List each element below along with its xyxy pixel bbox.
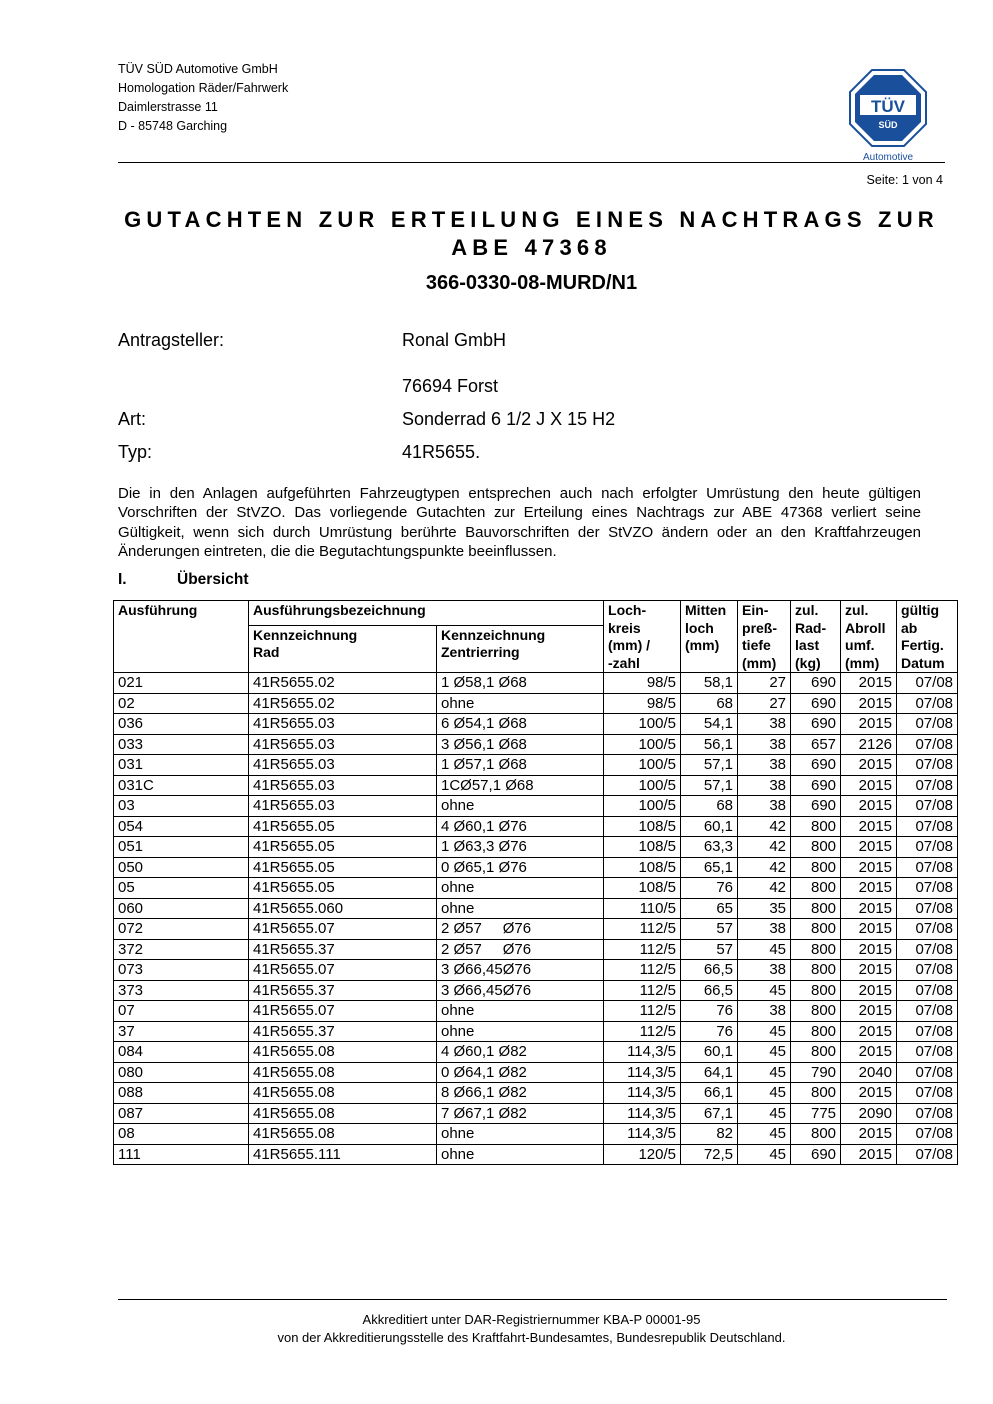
title-line-2: ABE 47368 (451, 235, 612, 260)
cell-einpresstiefe: 45 (738, 1124, 791, 1145)
cell-kennzeichnung-zentrierring: ohne (437, 1124, 604, 1145)
cell-lochkreis: 114,3/5 (604, 1124, 681, 1145)
cell-kennzeichnung-rad: 41R5655.08 (249, 1103, 437, 1124)
typ-label: Typ: (118, 442, 153, 462)
cell-einpresstiefe: 38 (738, 960, 791, 981)
cell-radlast: 800 (791, 919, 841, 940)
footer-divider (118, 1299, 947, 1300)
cell-mittenloch: 68 (681, 693, 738, 714)
cell-kennzeichnung-zentrierring: 8 Ø66,1 Ø82 (437, 1083, 604, 1104)
cell-einpresstiefe: 45 (738, 980, 791, 1001)
cell-gueltig-ab: 07/08 (897, 1144, 958, 1165)
cell-einpresstiefe: 42 (738, 878, 791, 899)
cell-radlast: 800 (791, 898, 841, 919)
table-row (114, 960, 958, 981)
table-row (114, 1144, 958, 1165)
cell-einpresstiefe: 38 (738, 919, 791, 940)
cell-einpresstiefe: 45 (738, 1103, 791, 1124)
table-header-row (114, 601, 958, 626)
table-row (114, 693, 958, 714)
table-row (114, 775, 958, 796)
logo-caption-text: Automotive (862, 152, 914, 163)
cell-lochkreis: 120/5 (604, 1144, 681, 1165)
cell-einpresstiefe: 42 (738, 857, 791, 878)
cell-abrollumfang: 2015 (841, 775, 897, 796)
cell-lochkreis: 112/5 (604, 939, 681, 960)
cell-gueltig-ab: 07/08 (897, 837, 958, 858)
cell-ausfuehrung: 08 (114, 1124, 249, 1145)
cell-einpresstiefe: 38 (738, 1001, 791, 1022)
cell-kennzeichnung-zentrierring: 1CØ57,1 Ø68 (437, 775, 604, 796)
cell-kennzeichnung-zentrierring: 3 Ø56,1 Ø68 (437, 734, 604, 755)
cell-radlast: 800 (791, 1001, 841, 1022)
cell-kennzeichnung-rad: 41R5655.03 (249, 714, 437, 735)
cell-mittenloch: 57,1 (681, 775, 738, 796)
cell-lochkreis: 112/5 (604, 919, 681, 940)
cell-mittenloch: 72,5 (681, 1144, 738, 1165)
cell-lochkreis: 100/5 (604, 775, 681, 796)
address-line-company: TÜV SÜD Automotive GmbH (118, 62, 278, 76)
table-row (114, 714, 958, 735)
tuev-sued-logo (848, 68, 928, 164)
cell-kennzeichnung-rad: 41R5655.37 (249, 1021, 437, 1042)
cell-einpresstiefe: 42 (738, 837, 791, 858)
cell-ausfuehrung: 373 (114, 980, 249, 1001)
cell-kennzeichnung-rad: 41R5655.111 (249, 1144, 437, 1165)
cell-gueltig-ab: 07/08 (897, 1021, 958, 1042)
antragsteller-value: Ronal GmbH (402, 330, 507, 350)
cell-lochkreis: 114,3/5 (604, 1062, 681, 1083)
cell-mittenloch: 65 (681, 898, 738, 919)
cell-mittenloch: 56,1 (681, 734, 738, 755)
cell-abrollumfang: 2015 (841, 1144, 897, 1165)
cell-lochkreis: 108/5 (604, 878, 681, 899)
cell-lochkreis: 98/5 (604, 693, 681, 714)
cell-gueltig-ab: 07/08 (897, 960, 958, 981)
cell-radlast: 800 (791, 837, 841, 858)
table-row (114, 673, 958, 694)
cell-lochkreis: 112/5 (604, 960, 681, 981)
cell-gueltig-ab: 07/08 (897, 878, 958, 899)
cell-einpresstiefe: 38 (738, 755, 791, 776)
cell-gueltig-ab: 07/08 (897, 1103, 958, 1124)
table-row (114, 898, 958, 919)
cell-gueltig-ab: 07/08 (897, 980, 958, 1001)
cell-einpresstiefe: 45 (738, 1021, 791, 1042)
header-einpresstiefe: Ein- preß- tiefe (mm) (738, 601, 791, 673)
table-row (114, 837, 958, 858)
cell-einpresstiefe: 27 (738, 673, 791, 694)
cell-kennzeichnung-rad: 41R5655.05 (249, 878, 437, 899)
cell-kennzeichnung-zentrierring: 7 Ø67,1 Ø82 (437, 1103, 604, 1124)
cell-kennzeichnung-zentrierring: ohne (437, 1144, 604, 1165)
table-row (114, 1103, 958, 1124)
cell-abrollumfang: 2015 (841, 960, 897, 981)
cell-abrollumfang: 2015 (841, 939, 897, 960)
cell-gueltig-ab: 07/08 (897, 1042, 958, 1063)
table-row (114, 816, 958, 837)
cell-kennzeichnung-rad: 41R5655.02 (249, 673, 437, 694)
cell-abrollumfang: 2015 (841, 857, 897, 878)
cell-ausfuehrung: 072 (114, 919, 249, 940)
cell-kennzeichnung-rad: 41R5655.03 (249, 734, 437, 755)
cell-kennzeichnung-rad: 41R5655.05 (249, 816, 437, 837)
typ-value: 41R5655. (402, 442, 481, 462)
cell-abrollumfang: 2015 (841, 980, 897, 1001)
cell-ausfuehrung: 050 (114, 857, 249, 878)
cell-radlast: 690 (791, 1144, 841, 1165)
cell-kennzeichnung-rad: 41R5655.05 (249, 837, 437, 858)
header-divider (118, 162, 945, 163)
cell-ausfuehrung: 031 (114, 755, 249, 776)
cell-gueltig-ab: 07/08 (897, 898, 958, 919)
art-value: Sonderrad 6 1/2 J X 15 H2 (402, 409, 616, 429)
table-row (114, 796, 958, 817)
cell-gueltig-ab: 07/08 (897, 939, 958, 960)
table-row (114, 1021, 958, 1042)
cell-lochkreis: 114,3/5 (604, 1042, 681, 1063)
cell-abrollumfang: 2015 (841, 878, 897, 899)
cell-kennzeichnung-zentrierring: 4 Ø60,1 Ø76 (437, 816, 604, 837)
cell-radlast: 690 (791, 775, 841, 796)
cell-einpresstiefe: 42 (738, 816, 791, 837)
header-kennzeichnung-rad: Kennzeichnung Rad (249, 625, 437, 672)
table-row (114, 755, 958, 776)
cell-mittenloch: 82 (681, 1124, 738, 1145)
cell-lochkreis: 108/5 (604, 816, 681, 837)
cell-radlast: 690 (791, 796, 841, 817)
cell-abrollumfang: 2015 (841, 693, 897, 714)
cell-ausfuehrung: 084 (114, 1042, 249, 1063)
cell-kennzeichnung-rad: 41R5655.37 (249, 939, 437, 960)
cell-mittenloch: 66,5 (681, 980, 738, 1001)
cell-einpresstiefe: 38 (738, 734, 791, 755)
cell-mittenloch: 68 (681, 796, 738, 817)
cell-gueltig-ab: 07/08 (897, 1001, 958, 1022)
cell-kennzeichnung-rad: 41R5655.07 (249, 919, 437, 940)
cell-radlast: 657 (791, 734, 841, 755)
cell-ausfuehrung: 021 (114, 673, 249, 694)
cell-ausfuehrung: 036 (114, 714, 249, 735)
cell-lochkreis: 112/5 (604, 1021, 681, 1042)
cell-mittenloch: 60,1 (681, 816, 738, 837)
table-row (114, 919, 958, 940)
cell-radlast: 800 (791, 1042, 841, 1063)
cell-radlast: 800 (791, 857, 841, 878)
title-line-1: GUTACHTEN ZUR ERTEILUNG EINES NACHTRAGS ZUR (124, 207, 939, 232)
cell-einpresstiefe: 38 (738, 714, 791, 735)
cell-kennzeichnung-zentrierring: ohne (437, 1001, 604, 1022)
cell-abrollumfang: 2126 (841, 734, 897, 755)
report-number: 366-0330-08-MURD/N1 (425, 272, 638, 294)
cell-lochkreis: 100/5 (604, 734, 681, 755)
cell-kennzeichnung-zentrierring: 1 Ø63,3 Ø76 (437, 837, 604, 858)
cell-radlast: 690 (791, 673, 841, 694)
cell-einpresstiefe: 38 (738, 796, 791, 817)
cell-kennzeichnung-zentrierring: 2 Ø57 Ø76 (437, 939, 604, 960)
cell-gueltig-ab: 07/08 (897, 714, 958, 735)
cell-lochkreis: 108/5 (604, 837, 681, 858)
cell-radlast: 800 (791, 1124, 841, 1145)
cell-radlast: 800 (791, 816, 841, 837)
cell-gueltig-ab: 07/08 (897, 1124, 958, 1145)
cell-lochkreis: 98/5 (604, 673, 681, 694)
cell-lochkreis: 108/5 (604, 857, 681, 878)
cell-kennzeichnung-zentrierring: 2 Ø57 Ø76 (437, 919, 604, 940)
cell-mittenloch: 76 (681, 878, 738, 899)
cell-abrollumfang: 2015 (841, 796, 897, 817)
accreditation-footer (118, 1311, 945, 1347)
cell-radlast: 800 (791, 960, 841, 981)
cell-abrollumfang: 2015 (841, 919, 897, 940)
cell-ausfuehrung: 054 (114, 816, 249, 837)
cell-ausfuehrung: 03 (114, 796, 249, 817)
table-row (114, 1042, 958, 1063)
cell-abrollumfang: 2015 (841, 1124, 897, 1145)
cell-abrollumfang: 2015 (841, 1001, 897, 1022)
cell-mittenloch: 66,1 (681, 1083, 738, 1104)
cell-kennzeichnung-zentrierring: 4 Ø60,1 Ø82 (437, 1042, 604, 1063)
cell-kennzeichnung-rad: 41R5655.07 (249, 1001, 437, 1022)
address-line-street: Daimlerstrasse 11 (118, 100, 218, 114)
cell-kennzeichnung-zentrierring: 1 Ø57,1 Ø68 (437, 755, 604, 776)
cell-ausfuehrung: 111 (114, 1144, 249, 1165)
header-radlast: zul. Rad- last (kg) (791, 601, 841, 673)
cell-radlast: 775 (791, 1103, 841, 1124)
cell-kennzeichnung-zentrierring: 1 Ø58,1 Ø68 (437, 673, 604, 694)
cell-radlast: 800 (791, 980, 841, 1001)
cell-abrollumfang: 2015 (841, 898, 897, 919)
cell-mittenloch: 57 (681, 939, 738, 960)
cell-lochkreis: 112/5 (604, 980, 681, 1001)
cell-abrollumfang: 2015 (841, 837, 897, 858)
cell-abrollumfang: 2090 (841, 1103, 897, 1124)
table-row (114, 878, 958, 899)
cell-einpresstiefe: 35 (738, 898, 791, 919)
cell-lochkreis: 110/5 (604, 898, 681, 919)
cell-lochkreis: 100/5 (604, 714, 681, 735)
cell-abrollumfang: 2040 (841, 1062, 897, 1083)
cell-ausfuehrung: 37 (114, 1021, 249, 1042)
address-line-department: Homologation Räder/Fahrwerk (118, 81, 289, 95)
cell-lochkreis: 114,3/5 (604, 1103, 681, 1124)
cell-gueltig-ab: 07/08 (897, 775, 958, 796)
cell-gueltig-ab: 07/08 (897, 857, 958, 878)
cell-kennzeichnung-zentrierring: 3 Ø66,45Ø76 (437, 960, 604, 981)
cell-radlast: 690 (791, 714, 841, 735)
header-bezeichnung: Ausführungsbezeichnung (249, 601, 604, 626)
validity-paragraph: Die in den Anlagen aufgeführten Fahrzeugtypen entsprechen auch nach erfolgter Umrüstung den heute gültigen Vorschriften der StVZO. Das vorliegende Gutachten zur Erteilung eines Nachtrags zur ABE 47368 verliert seine Gültigkeit, wenn sich durch Umrüstung berührte Bauvorschriften der StVZO ändern oder an den Kraftfahrzeugen Änderungen eintreten, die die Begutachtungspunkte beeinflussen. (118, 485, 921, 560)
overview-table (113, 600, 958, 1165)
cell-gueltig-ab: 07/08 (897, 693, 958, 714)
cell-radlast: 800 (791, 1021, 841, 1042)
art-label: Art: (118, 409, 147, 429)
antragsteller-label: Antragsteller: (118, 330, 225, 350)
cell-ausfuehrung: 060 (114, 898, 249, 919)
cell-gueltig-ab: 07/08 (897, 796, 958, 817)
cell-radlast: 690 (791, 755, 841, 776)
cell-kennzeichnung-rad: 41R5655.37 (249, 980, 437, 1001)
cell-kennzeichnung-zentrierring: ohne (437, 878, 604, 899)
cell-kennzeichnung-zentrierring: ohne (437, 1021, 604, 1042)
cell-radlast: 800 (791, 1083, 841, 1104)
cell-kennzeichnung-zentrierring: ohne (437, 693, 604, 714)
cell-lochkreis: 100/5 (604, 755, 681, 776)
cell-mittenloch: 64,1 (681, 1062, 738, 1083)
cell-mittenloch: 63,3 (681, 837, 738, 858)
cell-mittenloch: 76 (681, 1001, 738, 1022)
cell-mittenloch: 57,1 (681, 755, 738, 776)
cell-gueltig-ab: 07/08 (897, 755, 958, 776)
header-abrollumfang: zul. Abroll umf. (mm) (841, 601, 897, 673)
table-row (114, 1062, 958, 1083)
cell-radlast: 800 (791, 939, 841, 960)
cell-kennzeichnung-zentrierring: 0 Ø64,1 Ø82 (437, 1062, 604, 1083)
table-row (114, 734, 958, 755)
logo-sub-text: SÜD (878, 120, 898, 130)
cell-einpresstiefe: 45 (738, 1062, 791, 1083)
cell-mittenloch: 67,1 (681, 1103, 738, 1124)
cell-einpresstiefe: 38 (738, 775, 791, 796)
cell-ausfuehrung: 07 (114, 1001, 249, 1022)
cell-kennzeichnung-rad: 41R5655.02 (249, 693, 437, 714)
cell-abrollumfang: 2015 (841, 1042, 897, 1063)
table-row (114, 1083, 958, 1104)
cell-kennzeichnung-rad: 41R5655.08 (249, 1062, 437, 1083)
cell-gueltig-ab: 07/08 (897, 816, 958, 837)
cell-kennzeichnung-rad: 41R5655.03 (249, 755, 437, 776)
cell-kennzeichnung-zentrierring: ohne (437, 796, 604, 817)
cell-ausfuehrung: 372 (114, 939, 249, 960)
cell-abrollumfang: 2015 (841, 755, 897, 776)
cell-kennzeichnung-rad: 41R5655.060 (249, 898, 437, 919)
cell-mittenloch: 65,1 (681, 857, 738, 878)
cell-gueltig-ab: 07/08 (897, 673, 958, 694)
cell-mittenloch: 57 (681, 919, 738, 940)
cell-mittenloch: 58,1 (681, 673, 738, 694)
cell-abrollumfang: 2015 (841, 816, 897, 837)
cell-kennzeichnung-rad: 41R5655.03 (249, 796, 437, 817)
cell-mittenloch: 60,1 (681, 1042, 738, 1063)
cell-gueltig-ab: 07/08 (897, 1083, 958, 1104)
sender-address (118, 60, 288, 136)
cell-abrollumfang: 2015 (841, 673, 897, 694)
cell-mittenloch: 76 (681, 1021, 738, 1042)
cell-lochkreis: 112/5 (604, 1001, 681, 1022)
cell-ausfuehrung: 088 (114, 1083, 249, 1104)
table-row (114, 1001, 958, 1022)
document-title (118, 206, 945, 262)
logo-main-text: TÜV (871, 97, 905, 116)
cell-radlast: 790 (791, 1062, 841, 1083)
cell-kennzeichnung-zentrierring: 3 Ø66,45Ø76 (437, 980, 604, 1001)
cell-kennzeichnung-zentrierring: 0 Ø65,1 Ø76 (437, 857, 604, 878)
section-number: I. (118, 571, 127, 588)
cell-einpresstiefe: 45 (738, 1042, 791, 1063)
address-line-city: D - 85748 Garching (118, 119, 228, 133)
cell-einpresstiefe: 45 (738, 939, 791, 960)
header-kennzeichnung-zentrierring: Kennzeichnung Zentrierring (437, 625, 604, 672)
table-row (114, 1124, 958, 1145)
cell-ausfuehrung: 087 (114, 1103, 249, 1124)
antragsteller-city: 76694 Forst (402, 376, 499, 396)
cell-gueltig-ab: 07/08 (897, 919, 958, 940)
table-row (114, 939, 958, 960)
cell-gueltig-ab: 07/08 (897, 1062, 958, 1083)
cell-ausfuehrung: 080 (114, 1062, 249, 1083)
cell-einpresstiefe: 45 (738, 1083, 791, 1104)
cell-ausfuehrung: 033 (114, 734, 249, 755)
cell-lochkreis: 100/5 (604, 796, 681, 817)
cell-ausfuehrung: 031C (114, 775, 249, 796)
cell-kennzeichnung-rad: 41R5655.05 (249, 857, 437, 878)
footer-line-2: von der Akkreditierungsstelle des Kraftfahrt-Bundesamtes, Bundesrepublik Deutschland. (277, 1330, 786, 1345)
cell-mittenloch: 54,1 (681, 714, 738, 735)
cell-ausfuehrung: 073 (114, 960, 249, 981)
cell-kennzeichnung-zentrierring: ohne (437, 898, 604, 919)
cell-kennzeichnung-rad: 41R5655.03 (249, 775, 437, 796)
cell-kennzeichnung-rad: 41R5655.08 (249, 1042, 437, 1063)
cell-kennzeichnung-zentrierring: 6 Ø54,1 Ø68 (437, 714, 604, 735)
cell-ausfuehrung: 051 (114, 837, 249, 858)
cell-einpresstiefe: 27 (738, 693, 791, 714)
cell-einpresstiefe: 45 (738, 1144, 791, 1165)
cell-kennzeichnung-rad: 41R5655.08 (249, 1083, 437, 1104)
cell-kennzeichnung-rad: 41R5655.07 (249, 960, 437, 981)
table-body (114, 673, 958, 1165)
page-number: Seite: 1 von 4 (866, 173, 943, 187)
cell-ausfuehrung: 05 (114, 878, 249, 899)
cell-lochkreis: 114,3/5 (604, 1083, 681, 1104)
cell-abrollumfang: 2015 (841, 714, 897, 735)
header-ausfuehrung: Ausführung (114, 601, 249, 673)
section-title: Übersicht (177, 571, 249, 588)
cell-mittenloch: 66,5 (681, 960, 738, 981)
tuev-octagon-icon (848, 68, 928, 164)
cell-ausfuehrung: 02 (114, 693, 249, 714)
cell-radlast: 800 (791, 878, 841, 899)
cell-abrollumfang: 2015 (841, 1083, 897, 1104)
cell-gueltig-ab: 07/08 (897, 734, 958, 755)
cell-kennzeichnung-rad: 41R5655.08 (249, 1124, 437, 1145)
header-mittenloch: Mitten loch (mm) (681, 601, 738, 673)
footer-line-1: Akkreditiert unter DAR-Registriernummer KBA-P 00001-95 (362, 1312, 701, 1327)
cell-radlast: 690 (791, 693, 841, 714)
header-gueltig-ab: gültig ab Fertig. Datum (897, 601, 958, 673)
table-row (114, 857, 958, 878)
header-lochkreis: Loch- kreis (mm) / -zahl (604, 601, 681, 673)
table-row (114, 980, 958, 1001)
cell-abrollumfang: 2015 (841, 1021, 897, 1042)
